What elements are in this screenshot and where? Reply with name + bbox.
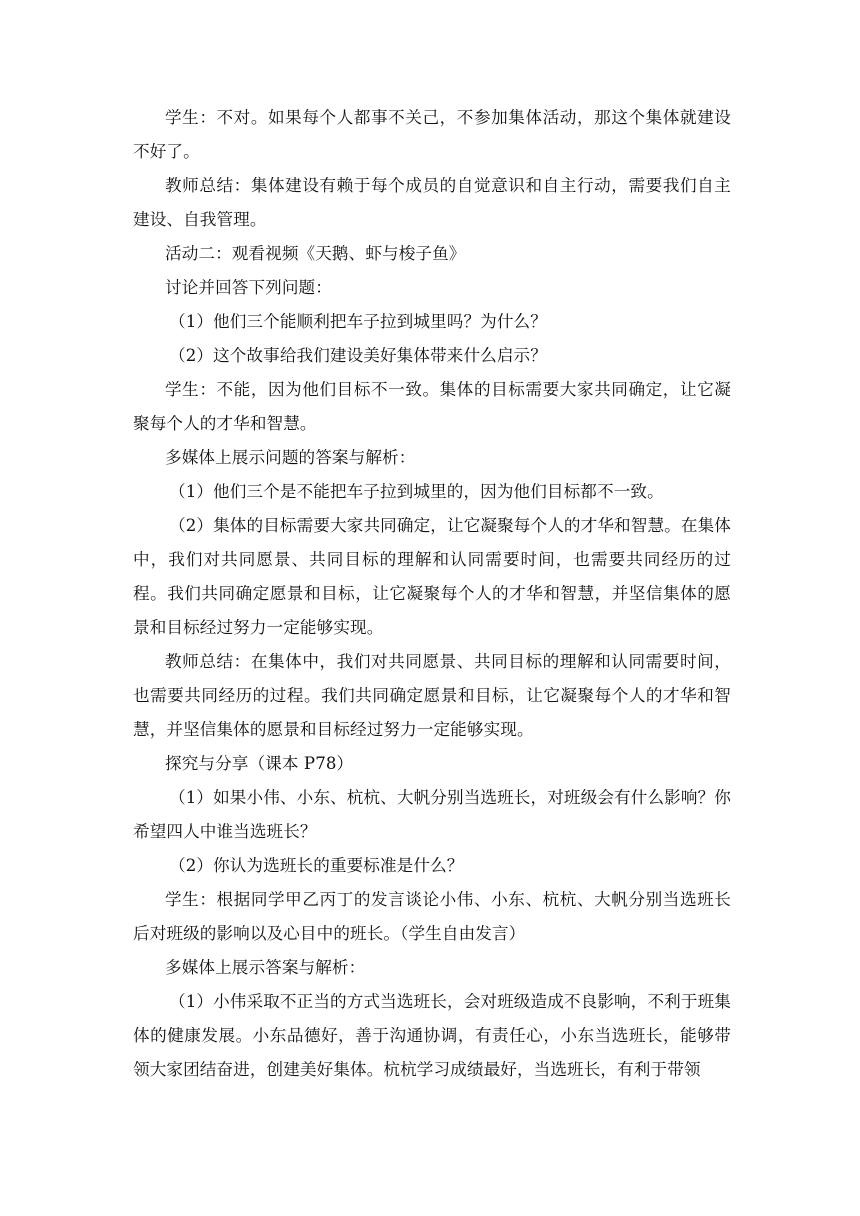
question-item-1: （1）他们三个能顺利把车子拉到城里吗？为什么？ <box>169 312 547 331</box>
explore-question-1: （1）如果小伟、小东、杭杭、大帆分别当选班长，对班级会有什么影响？你希望四人中谁当选班长？ <box>133 788 731 841</box>
answer-item-2: （2）集体的目标需要大家共同确定，让它凝聚每个人的才华和智慧。在集体中，我们对共同愿景、共同目标的理解和认同需要时间，也需要共同经历的过程。我们共同确定愿景和目标，让它凝聚每个人的才华和智慧，并坚信集体的愿景和目标经过努力一定能够实现。 <box>133 516 731 637</box>
paragraph-student-answer-1: 学生：不对。如果每个人都事不关己，不参加集体活动，那这个集体就建设不好了。 <box>133 108 731 161</box>
explore-answer-1: （1）小伟采取不正当的方式当选班长，会对班级造成不良影响，不利于班集体的健康发展。小东品德好，善于沟通协调，有责任心，小东当选班长，能够带领大家团结奋进，创建美好集体。杭杭学习成绩最好，当选班长，有利于带领 <box>133 992 731 1079</box>
paragraph-explore-share: 探究与分享（课本 P78） <box>165 754 354 773</box>
paragraph-student-answer-2: 学生：不能，因为他们目标不一致。集体的目标需要大家共同确定，让它凝聚每个人的才华和智慧。 <box>133 380 731 433</box>
paragraph-teacher-summary-1: 教师总结：集体建设有赖于每个成员的自觉意识和自主行动，需要我们自主建设、自我管理。 <box>133 176 731 229</box>
paragraph-discussion-prompt: 讨论并回答下列问题： <box>165 278 332 297</box>
document-body <box>133 101 731 1087</box>
paragraph-activity-two: 活动二：观看视频《天鹅、虾与梭子鱼》 <box>165 244 466 263</box>
answer-item-1: （1）他们三个是不能把车子拉到城里的，因为他们目标都不一致。 <box>169 482 664 501</box>
explore-question-2: （2）你认为选班长的重要标准是什么？ <box>169 856 464 875</box>
paragraph-media-answer-heading-2: 多媒体上展示答案与解析： <box>165 958 366 977</box>
paragraph-media-answer-heading: 多媒体上展示问题的答案与解析： <box>165 448 416 467</box>
paragraph-teacher-summary-2: 教师总结：在集体中，我们对共同愿景、共同目标的理解和认同需要时间，也需要共同经历的过程。我们共同确定愿景和目标，让它凝聚每个人的才华和智慧，并坚信集体的愿景和目标经过努力一定能够实现。 <box>133 652 731 739</box>
paragraph-student-answer-3: 学生：根据同学甲乙丙丁的发言谈论小伟、小东、杭杭、大帆分别当选班长后对班级的影响以及心目中的班长。（学生自由发言） <box>133 890 731 943</box>
question-item-2: （2）这个故事给我们建设美好集体带来什么启示？ <box>169 346 547 365</box>
